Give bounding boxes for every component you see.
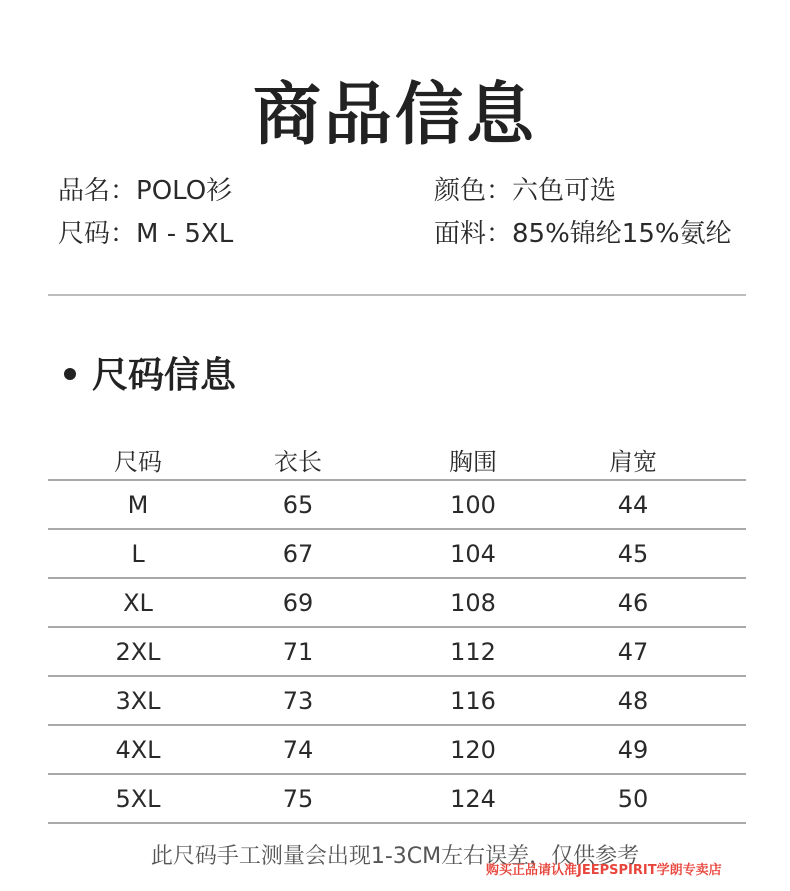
product-color [434, 174, 616, 208]
product-size-value: M - 5XL [136, 219, 234, 249]
header-chest: 胸围 [449, 448, 497, 476]
section-heading [64, 352, 236, 400]
product-fabric-label: 面料： [434, 219, 513, 249]
divider [48, 294, 746, 296]
store-watermark: 购买正品请认准JEEPSPIRIT学朗专卖店 [486, 863, 722, 878]
header-shoulder: 肩宽 [609, 448, 657, 476]
product-name-label: 品名： [58, 176, 137, 206]
cell-chest: 124 [450, 784, 496, 813]
product-name [58, 174, 232, 208]
header-size: 尺码 [114, 448, 162, 476]
table-row [48, 579, 746, 628]
product-name-value: POLO衫 [136, 176, 233, 206]
cell-chest: 108 [450, 588, 496, 617]
product-size-label: 尺码： [58, 219, 137, 249]
cell-size: M [127, 490, 149, 519]
cell-size: 3XL [115, 686, 161, 715]
cell-length: 75 [282, 784, 314, 813]
cell-shoulder: 48 [617, 686, 649, 715]
measurement-note: 此尺码手工测量会出现1-3CM左右误差，仅供参考 [150, 844, 640, 869]
product-fabric [434, 217, 732, 251]
cell-shoulder: 46 [617, 588, 649, 617]
bullet-dot-icon [64, 368, 76, 380]
header-length: 衣长 [274, 448, 322, 476]
cell-size: 4XL [115, 735, 161, 764]
table-row [48, 775, 746, 824]
cell-chest: 104 [450, 539, 496, 568]
size-table [48, 440, 746, 824]
page-title: 商品信息 [252, 76, 537, 155]
cell-shoulder: 50 [617, 784, 649, 813]
table-row [48, 677, 746, 726]
cell-length: 67 [282, 539, 314, 568]
cell-shoulder: 45 [617, 539, 649, 568]
cell-length: 71 [282, 637, 314, 666]
section-title: 尺码信息 [92, 355, 237, 396]
table-header-row [48, 440, 746, 481]
cell-chest: 116 [450, 686, 496, 715]
cell-chest: 100 [450, 490, 496, 519]
cell-shoulder: 44 [617, 490, 649, 519]
cell-length: 69 [282, 588, 314, 617]
cell-length: 74 [282, 735, 314, 764]
table-row [48, 481, 746, 530]
cell-length: 73 [282, 686, 314, 715]
cell-chest: 112 [450, 637, 496, 666]
cell-size: L [131, 539, 145, 568]
product-fabric-value: 85%锦纶15%氨纶 [512, 219, 732, 249]
cell-length: 65 [282, 490, 314, 519]
cell-chest: 120 [450, 735, 496, 764]
table-row [48, 530, 746, 579]
table-row [48, 628, 746, 677]
cell-shoulder: 49 [617, 735, 649, 764]
product-color-value: 六色可选 [512, 176, 617, 206]
cell-size: 2XL [115, 637, 161, 666]
table-row [48, 726, 746, 775]
cell-size: 5XL [115, 784, 161, 813]
cell-size: XL [123, 588, 153, 617]
cell-shoulder: 47 [617, 637, 649, 666]
product-size [58, 217, 233, 251]
product-color-label: 颜色： [434, 176, 513, 206]
